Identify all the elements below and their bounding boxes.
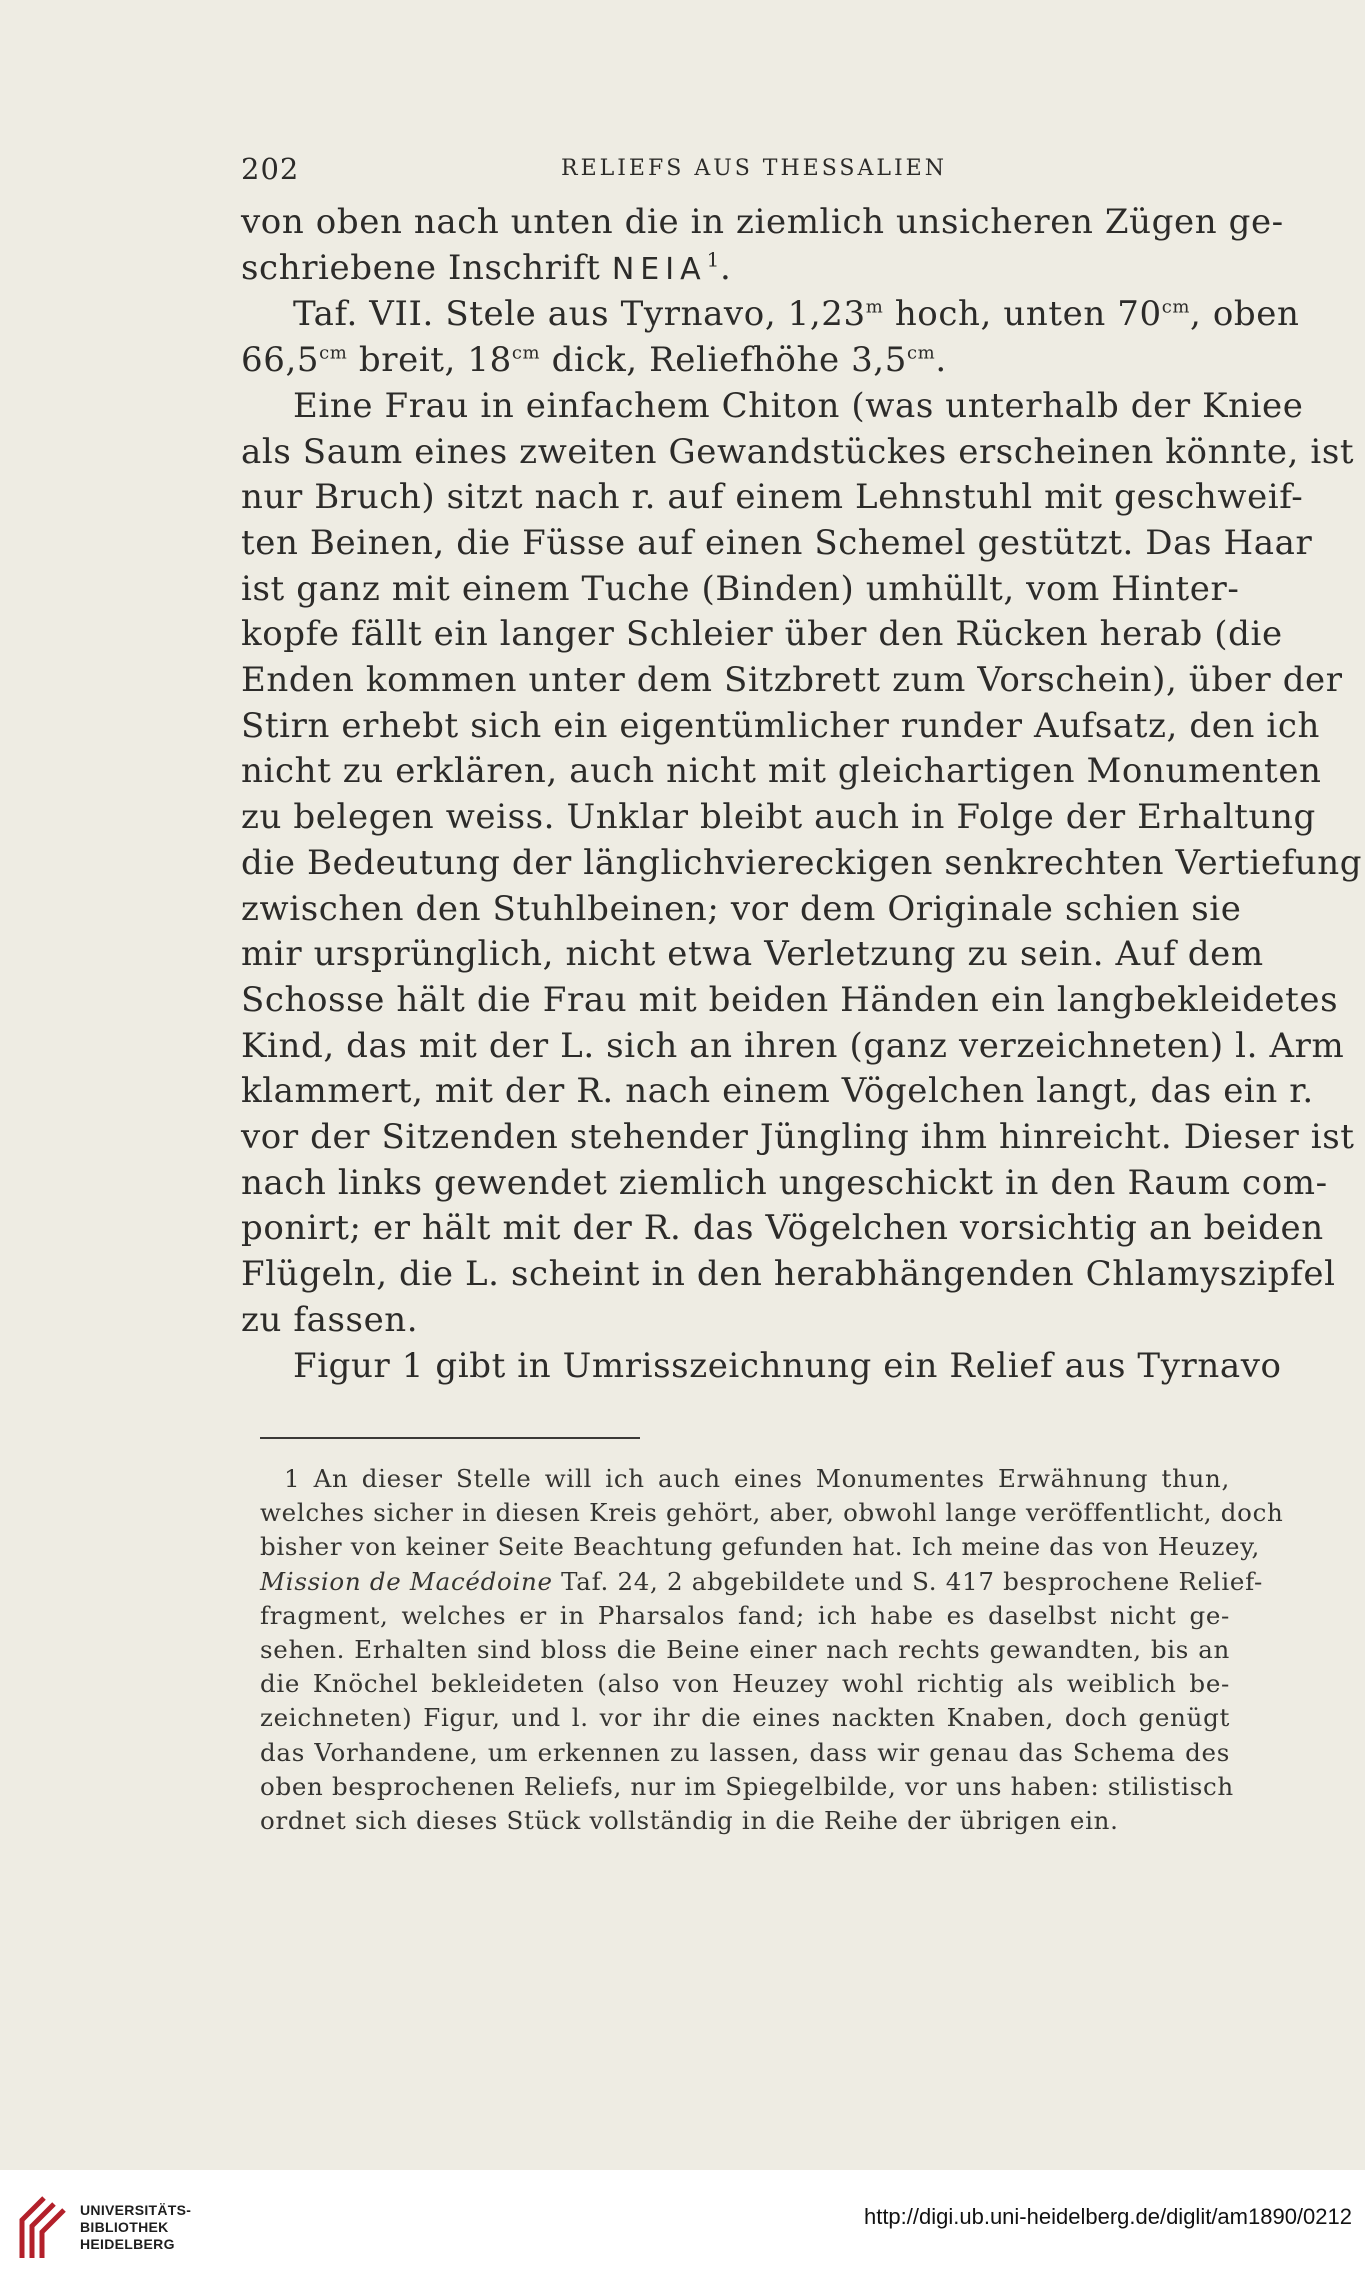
source-url-link[interactable]: http://digi.ub.uni-heidelberg.de/diglit/am1890/0212 (863, 2204, 1352, 2229)
paragraph-2 (241, 292, 1300, 383)
text-line: Flügeln, die L. scheint in den herabhängenden Chlamyszipfel (241, 1254, 1336, 1295)
paragraph-4 (241, 1344, 1282, 1390)
text-line: ponirt; er hält mit der R. das Vögelchen vorsichtig an beiden (241, 1208, 1324, 1249)
text-line: Taf. VII. Stele aus Tyrnavo, 1,23$^m$ hoch, unten $70^{cm}$, oben (293, 294, 1300, 335)
footnote-line: Mission de Macédoine Taf. 24, 2 abgebildete und S. 417 besprochene Relief- (260, 1566, 1263, 1596)
page-number: 202 (241, 152, 300, 186)
text-line: zu belegen weiss. Unklar bleibt auch in Folge der Erhaltung (241, 797, 1316, 838)
footnote-line: welches sicher in diesen Kreis gehört, aber, obwohl lange veröffentlicht, doch (260, 1498, 1284, 1528)
text-line: Kind, das mit der L. sich an ihren (ganz verzeichneten) l. Arm (241, 1025, 1345, 1066)
paragraph-1 (241, 200, 1284, 292)
text-line: von oben nach unten die in ziemlich unsicheren Zügen ge- (241, 202, 1284, 242)
text-line: nicht zu erklären, auch nicht mit gleichartigen Monumenten (241, 751, 1322, 792)
footer-bar (0, 2170, 1365, 2275)
inscription: NEIA (611, 251, 707, 287)
text-line: mir ursprünglich, nicht etwa Verletzung zu sein. Auf dem (241, 934, 1264, 975)
footnote-divider (260, 1437, 640, 1439)
text-line: Eine Frau in einfachem Chiton (was unterhalb der Kniee (293, 385, 1304, 426)
main-text (241, 200, 1363, 1389)
running-title: RELIEFS AUS THESSALIEN (561, 156, 947, 181)
text-line: klammert, mit der R. nach einem Vögelchen langt, das ein r. (241, 1071, 1314, 1112)
paragraph-3 (241, 384, 1363, 1344)
footnote-line: 1 An dieser Stelle will ich auch eines Monumentes Erwähnung thun, (284, 1464, 1230, 1493)
footnote-line: zeichneten) Figur, und l. vor ihr die eines nackten Knaben, doch genügt (260, 1703, 1230, 1733)
footnote-line: bisher von keiner Seite Beachtung gefunden hat. Ich meine das von Heuzey, (260, 1532, 1261, 1562)
text-line: ist ganz mit einem Tuche (Binden) umhüllt, vom Hinter- (241, 568, 1240, 609)
text-line: zwischen den Stuhlbeinen; vor dem Originale schien sie (241, 888, 1242, 929)
text-line: ten Beinen, die Füsse auf einen Schemel gestützt. Das Haar (241, 522, 1313, 563)
footnote-reference[interactable]: 1 (706, 247, 720, 272)
text-line: die Bedeutung der länglichviereckigen senkrechten Vertiefung (241, 842, 1363, 883)
footnote-line: sehen. Erhalten sind bloss die Beine einer nach rechts gewandten, bis an (260, 1635, 1230, 1665)
page-header (241, 152, 1217, 192)
footnote-line: oben besprochenen Reliefs, nur im Spiegelbilde, vor uns haben: stilistisch (260, 1771, 1234, 1801)
library-name: UNIVERSITÄTS- BIBLIOTHEK HEIDELBERG (80, 2202, 192, 2252)
footnote (260, 1462, 1284, 1838)
footnote-line: fragment, welches er in Pharsalos fand; ich habe es daselbst nicht ge- (260, 1600, 1230, 1630)
text-line: als Saum eines zweiten Gewandstückes erscheinen könnte, ist (241, 431, 1355, 472)
text-line: vor der Sitzenden stehender Jüngling ihm hinreicht. Dieser ist (241, 1117, 1355, 1158)
footnote-marker: 1 (284, 1464, 301, 1493)
footnote-line: ordnet sich dieses Stück vollständig in die Reihe der übrigen ein. (260, 1806, 1119, 1836)
text-line: Stirn erhebt sich ein eigentümlicher runder Aufsatz, den ich (241, 705, 1320, 746)
text-line: Figur 1 gibt in Umrisszeichnung ein Relief aus Tyrnavo (293, 1345, 1282, 1386)
university-library-logo-icon (14, 2194, 66, 2262)
text-line: nach links gewendet ziemlich ungeschickt in den Raum com- (241, 1162, 1328, 1203)
text-line: Schosse hält die Frau mit beiden Händen ein langbekleidetes (241, 979, 1339, 1020)
text-line: zu fassen. (241, 1299, 419, 1340)
text-line: $66,5^{cm}$ breit, $18^{cm}$ dick, Reliefhöhe $3,5^{cm}$. (241, 340, 947, 381)
text-line: Enden kommen unter dem Sitzbrett zum Vorschein), über der (241, 660, 1343, 701)
text-line: schriebene Inschrift NEIA$^1$. (241, 247, 732, 288)
footnote-line: die Knöchel bekleideten (also von Heuzey wohl richtig als weiblich be- (260, 1669, 1230, 1699)
footnote-line: das Vorhandene, um erkennen zu lassen, dass wir genau das Schema des (260, 1737, 1230, 1767)
text-line: nur Bruch) sitzt nach r. auf einem Lehnstuhl mit geschweif- (241, 477, 1304, 518)
book-title: Mission de Macédoine (260, 1566, 553, 1596)
text-line: kopfe fällt ein langer Schleier über den Rücken herab (die (241, 614, 1283, 655)
